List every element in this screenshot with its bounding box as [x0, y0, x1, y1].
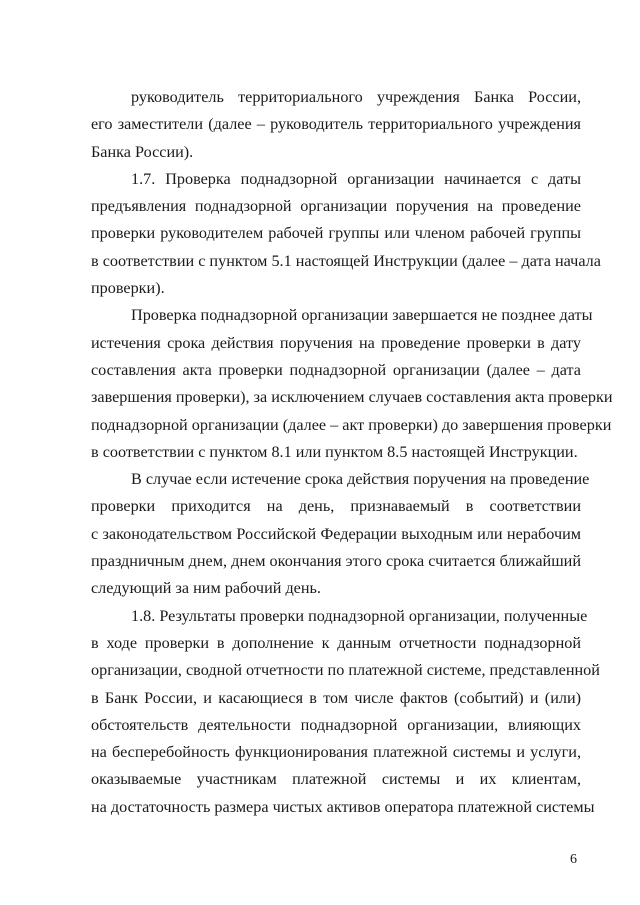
text-line: с законодательством Российской Федерации выходным или нерабочим [91, 524, 581, 543]
text-line: составления акта проверки поднадзорной организации (далее – дата [91, 360, 581, 379]
text-line: проверки). [91, 279, 165, 298]
text-line: на бесперебойность функционирования платежной системы и услуги, [91, 743, 581, 762]
text-line: в соответствии с пунктом 5.1 настоящей Инструкции (далее – дата начала [91, 251, 601, 270]
text-line: проверки руководителем рабочей группы или членом рабочей группы [91, 224, 581, 243]
text-line: в соответствии с пунктом 8.1 или пунктом 8.5 настоящей Инструкции. [91, 442, 578, 461]
body-text [91, 84, 613, 821]
text-line: 1.8. Результаты проверки поднадзорной организации, полученные [131, 606, 588, 625]
text-line: Проверка поднадзорной организации завершается не позднее даты [131, 306, 593, 325]
text-line: завершения проверки), за исключением случаев составления акта проверки [91, 388, 613, 407]
text-line: праздничным днем, днем окончания этого срока считается ближайший [91, 552, 581, 571]
text-line: обстоятельств деятельности поднадзорной организации, влияющих [91, 715, 581, 734]
text-line: истечения срока действия поручения на проведение проверки в дату [91, 333, 581, 352]
text-line: проверки приходится на день, признаваемый в соответствии [91, 497, 581, 516]
text-line: предъявления поднадзорной организации поручения на проведение [91, 197, 581, 216]
text-line: следующий за ним рабочий день. [91, 579, 321, 598]
text-line: руководитель территориального учреждения Банка России, [131, 88, 581, 106]
text-line: его заместители (далее – руководитель территориального учреждения [91, 115, 581, 134]
text-line: 1.7. Проверка поднадзорной организации начинается с даты [131, 169, 581, 188]
text-line: на достаточность размера чистых активов оператора платежной системы [91, 797, 595, 816]
text-line: в ходе проверки в дополнение к данным отчетности поднадзорной [91, 633, 581, 652]
page-number: 6 [570, 852, 577, 867]
text-line: в Банк России, и касающиеся в том числе фактов (событий) и (или) [91, 688, 581, 707]
text-line: оказываемые участникам платежной системы и их клиентам, [91, 770, 581, 789]
text-line: Банка России). [91, 142, 194, 161]
text-line: организации, сводной отчетности по платежной системе, представленной [91, 661, 600, 680]
text-line: В случае если истечение срока действия поручения на проведение [131, 470, 590, 489]
text-line: поднадзорной организации (далее – акт проверки) до завершения проверки [91, 415, 612, 434]
